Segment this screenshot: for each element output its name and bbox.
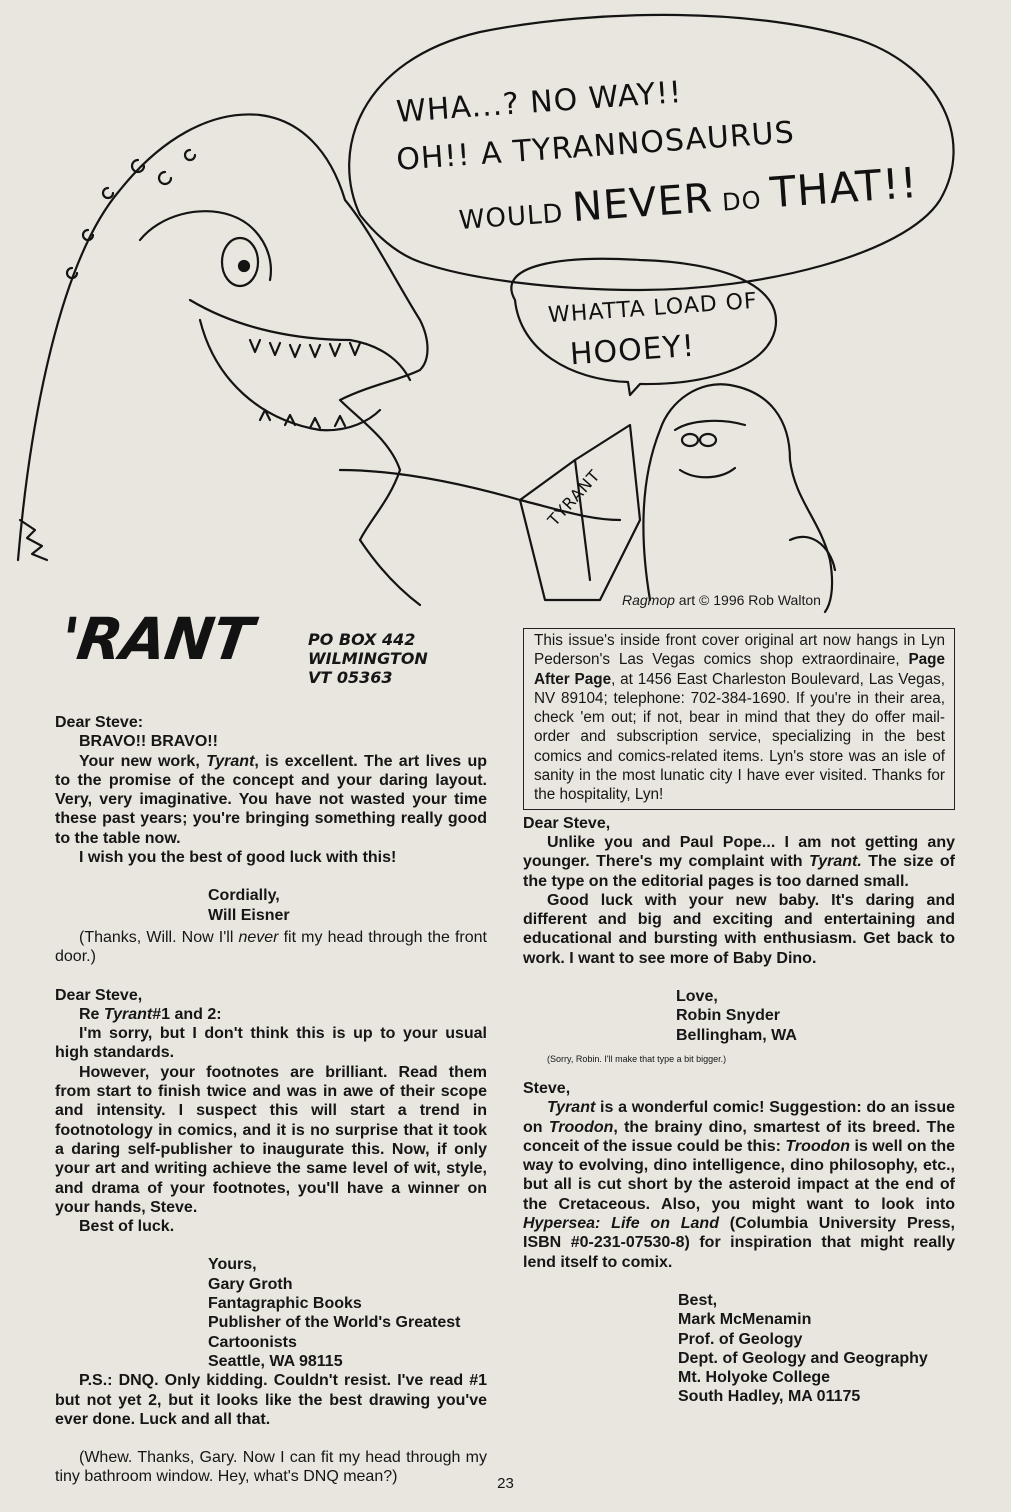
balloon-word-do: DO (721, 185, 763, 217)
salutation: Dear Steve, (55, 986, 143, 1004)
salutation: Steve, (523, 1079, 571, 1097)
art-credit (622, 592, 821, 608)
italic-term: Troodon (548, 1118, 614, 1136)
text: is a wonderful comic! Suggestion: do an issue on (523, 1099, 955, 1136)
text: Re (79, 1005, 104, 1023)
closing: Best, (678, 1291, 718, 1309)
italic-word: never (238, 928, 279, 946)
text: , at 1456 East Charleston Boulevard, Las Vegas, NV 89104; telephone: 702-384-1690. If you're in their area, check 'em out; if not, bear in mind that they do offer mail-order and subscription service, specializing in the best comics and comics-related items. Lyn's store was an isle of sanity in the most lunatic city I have ever visited. Thanks for the hospitality, Lyn! (534, 670, 945, 804)
address-line: VT 05363 (308, 668, 393, 687)
tyrant-book (520, 425, 640, 600)
letter-line: BRAVO!! BRAVO!! (79, 733, 218, 751)
letter-paragraph (55, 752, 487, 848)
small-balloon-text-line-1: WHATTA LOAD OF (547, 288, 759, 329)
art-credit-rest: art © 1996 Rob Walton (674, 592, 821, 608)
letter-line: Best of luck. (79, 1218, 175, 1236)
italic-title: Tyrant (206, 752, 255, 770)
letter-eisner (55, 713, 487, 925)
rant-masthead (55, 605, 487, 713)
text: , is excellent. The art lives up to the promise of the concept and your daring layout. Very, very imaginative. You have not wasted your time these past years; you're bringing something really good to the table now. (55, 752, 488, 847)
left-column (55, 605, 488, 1487)
balloon-word-never: NEVER (570, 175, 715, 232)
letter-mcmenamin (523, 1079, 955, 1407)
italic-title: Tyrant (547, 1099, 596, 1117)
letter-line (55, 1005, 487, 1024)
letter-paragraph: Good luck with your new baby. It's daring and different and big and exciting and entertaining and educational and bursting with enthusiasm. Get back to work. I want to see more of Baby Dino. (523, 891, 955, 967)
text: (Columbia University Press, ISBN #0-231-07530-8) for inspiration that might really lend itself to comix. (523, 1215, 955, 1271)
signer: Will Eisner (208, 906, 290, 924)
text: #1 and 2: (152, 1005, 222, 1023)
small-balloon-text-line-2: HOOEY! (568, 328, 697, 373)
signer-line: Fantagraphic Books (208, 1295, 362, 1313)
signer-line: Robin Snyder (676, 1007, 781, 1025)
letter-line: I wish you the best of good luck with this! (79, 849, 397, 867)
book-title: TYRANT (543, 465, 605, 530)
gorilla-figure (643, 384, 832, 612)
right-column (523, 628, 955, 1407)
italic-title: Tyrant (103, 1005, 153, 1023)
balloon-word-would: WOULD (457, 198, 565, 237)
text: , the brainy dino, smartest of its breed. The conceit of the issue could be this: (523, 1118, 956, 1155)
italic-title: Tyrant. (809, 853, 862, 871)
letter-groth (55, 986, 487, 1430)
cartoon-illustration (0, 0, 1011, 615)
signer-line: Gary Groth (208, 1275, 293, 1293)
address-line: PO BOX 442 (308, 630, 416, 649)
signer-line: Cartoonists (208, 1333, 297, 1351)
signer-line: Prof. of Geology (678, 1330, 803, 1348)
signer-line: South Hadley, MA 01175 (678, 1388, 861, 1406)
closing: Love, (676, 988, 718, 1006)
signer-line: Mt. Holyoke College (678, 1369, 831, 1387)
letter-snyder (523, 814, 955, 1045)
text: (Thanks, Will. Now I'll (79, 928, 239, 946)
closing: Cordially, (208, 887, 280, 905)
balloon-text-line-1: WHA...? NO WAY!! (395, 75, 684, 130)
signer-line: Seattle, WA 98115 (208, 1352, 343, 1370)
salutation: Dear Steve, (523, 814, 611, 832)
address-line: WILMINGTON (308, 649, 428, 668)
editor-reply: (Sorry, Robin. I'll make that type a bit bigger.) (547, 1053, 727, 1064)
signer-line: Dept. of Geology and Geography (678, 1349, 928, 1367)
letter-paragraph (523, 833, 955, 891)
text: Unlike you and Paul Pope... I am not getting any younger. There's my complaint with (523, 833, 955, 871)
balloon-word-that: THAT!! (768, 157, 920, 218)
postscript: P.S.: DNQ. Only kidding. Couldn't resist. I've read #1 but not yet 2, but it looks like the best drawing you've ever done. Luck and all that. (55, 1372, 487, 1428)
text: Your new work, (79, 752, 207, 770)
text: The size of the type on the editorial pages is too darned small. (523, 853, 956, 890)
text: This issue's inside front cover original art now hangs in Lyn Pederson's Las Vegas comics shop extraordinaire, (534, 632, 945, 669)
dinosaur-head (18, 114, 428, 560)
rant-logo: 'RANT (56, 605, 257, 673)
signer-line: Mark McMenamin (678, 1311, 812, 1329)
closing: Yours, (208, 1256, 257, 1274)
salutation: Dear Steve: (55, 714, 144, 731)
letter-paragraph: I'm sorry, but I don't think this is up to your usual high standards. (55, 1025, 487, 1062)
page-number: 23 (497, 1475, 514, 1492)
letter-paragraph (523, 1098, 955, 1272)
text: is well on the way to evolving, dino intelligence, dino philosophy, etc., but all is cut short by the asteroid impact at the end of the Cretaceous. Also, you might want to look into (523, 1137, 955, 1213)
editor-reply: (Whew. Thanks, Gary. Now I can fit my head through my tiny bathroom window. Hey, what's DNQ mean?) (55, 1449, 487, 1486)
letter-paragraph: However, your footnotes are brilliant. Read them from start to finish twice and was in awe of their scope and intensity. I suspect this will start a trend in footnotology in comics, and it is no surprise that it took a daring self-publisher to inaugurate this. Now, if only your art and writing achieve the same level of wit, style, and drama of your footnotes, you'll have a winner on your hands, Steve. (55, 1063, 487, 1216)
balloon-text-line-2: OH!! A TYRANNOSAURUS (395, 115, 796, 178)
italic-book-title: Hypersea: Life on Land (523, 1215, 719, 1233)
rant-address (308, 630, 428, 687)
italic-term: Troodon (785, 1137, 850, 1155)
shop-name: Page After Page (534, 651, 945, 688)
boxed-note (523, 628, 955, 810)
signer-line: Publisher of the World's Greatest (208, 1314, 461, 1332)
text: fit my head through the front door.) (55, 928, 488, 966)
signer-line: Bellingham, WA (676, 1026, 797, 1044)
art-credit-title: Ragmop (622, 592, 675, 608)
editor-reply (55, 928, 487, 967)
